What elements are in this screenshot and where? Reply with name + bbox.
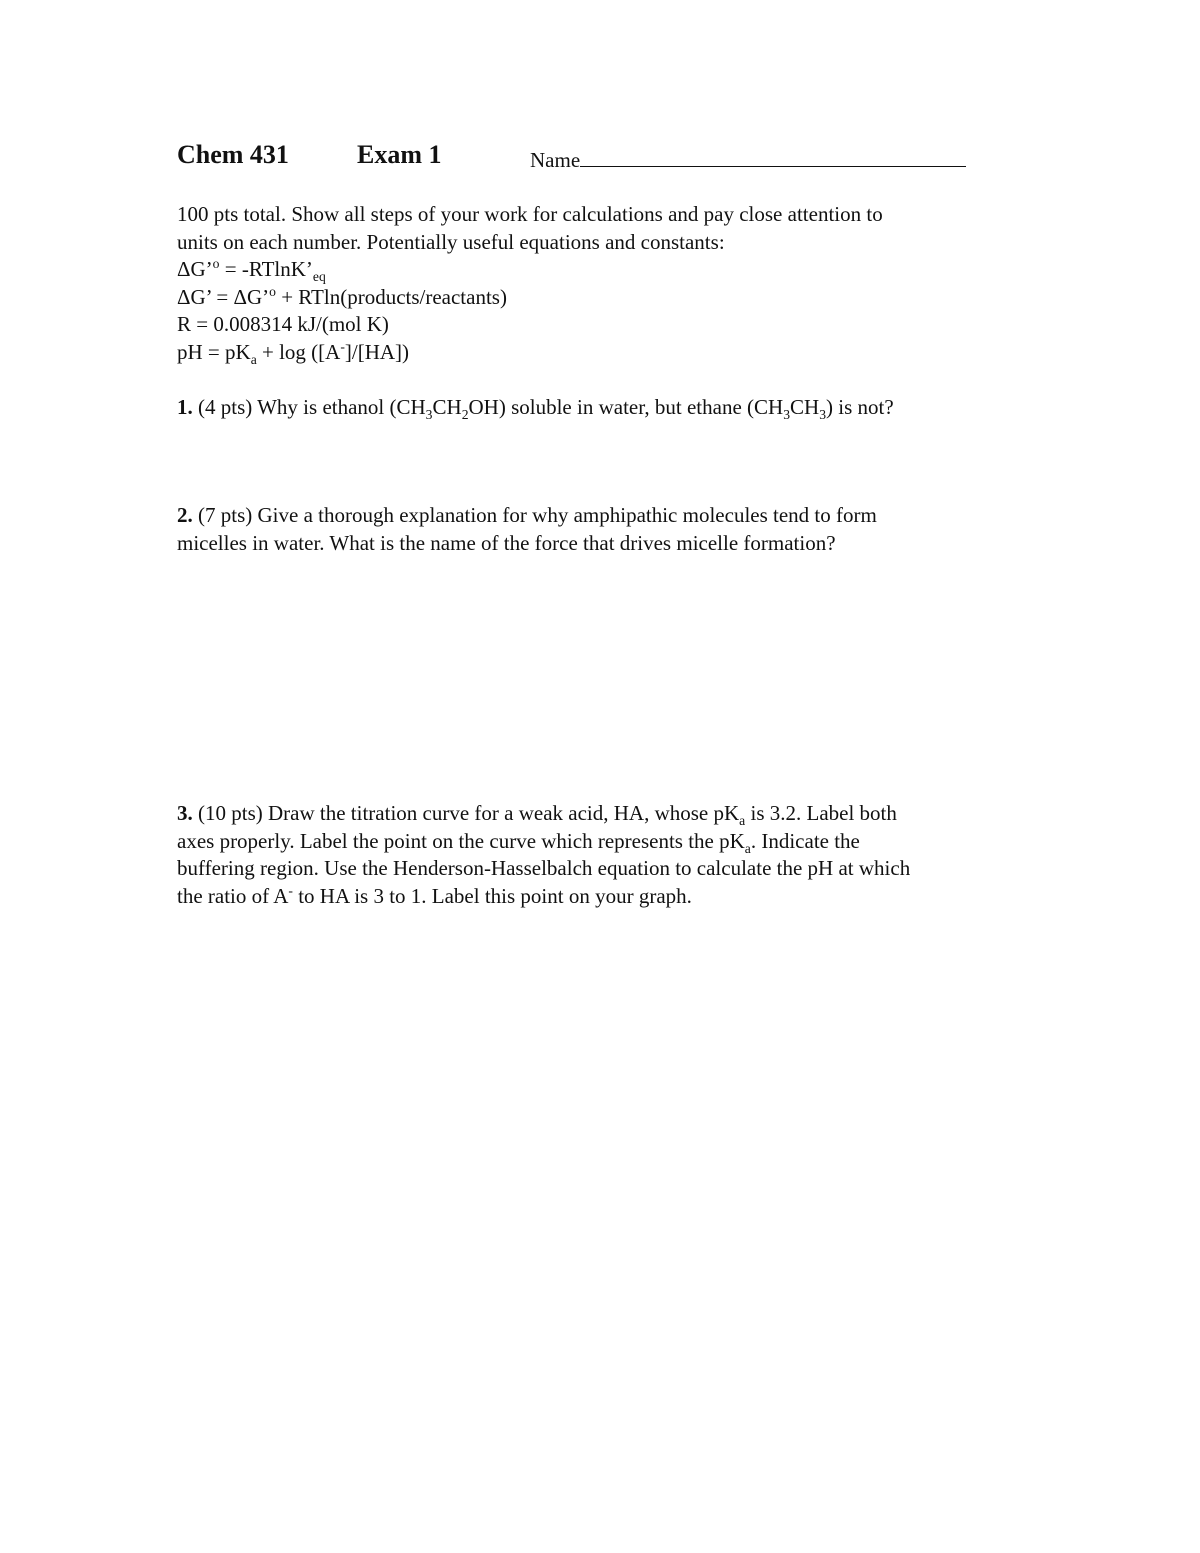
question-number: 2.	[177, 503, 193, 527]
course-title: Chem 431	[177, 140, 289, 169]
name-label: Name	[530, 148, 581, 172]
question-1: 1. (4 pts) Why is ethanol $(CH_3CH_2OH)$ soluble in water, but ethane $(CH_3CH_3)$ is not?	[177, 395, 894, 423]
equation-gibbs-standard: ΔG’$^o$ = $-RTlnK’_{eq}$	[177, 256, 326, 285]
instructions	[177, 201, 1017, 366]
exam-title: Exam 1	[357, 140, 442, 169]
equation-henderson-hasselbalch: pH = $pK_a + \log ([A^-]/[HA])$	[177, 338, 410, 367]
question-number: 1.	[177, 395, 193, 419]
gas-constant: R = 0.008314 kJ/(mol K)	[177, 312, 389, 336]
instructions-line-2: units on each number. Potentially useful equations and constants:	[177, 229, 725, 254]
name-blank-line	[580, 144, 966, 167]
exam-header	[177, 140, 997, 180]
question-3: 3. (10 pts) Draw the titration curve for a weak acid, HA, whose $pK_a$ is 3.2. Label both axes properly. Label the point on the curve which represents the $pK_a$. Indicate the buffering region. Use the Henderson-Hasselbalch equation to calculate the pH at which the ratio of A- to HA is 3 to 1. Label this point on your graph.	[177, 801, 911, 908]
question-2: 2. (7 pts) Give a thorough explanation for why amphipathic molecules tend to form micelles in water. What is the name of the force that drives micelle formation?	[177, 503, 877, 555]
question-number: 3.	[177, 801, 193, 825]
equation-gibbs-actual: ΔG’ = ΔG’$^o$ + RTln(products/reactants)	[177, 283, 507, 309]
name-field	[530, 144, 966, 173]
instructions-line-1: 100 pts total. Show all steps of your work for calculations and pay close attention to	[177, 202, 883, 226]
